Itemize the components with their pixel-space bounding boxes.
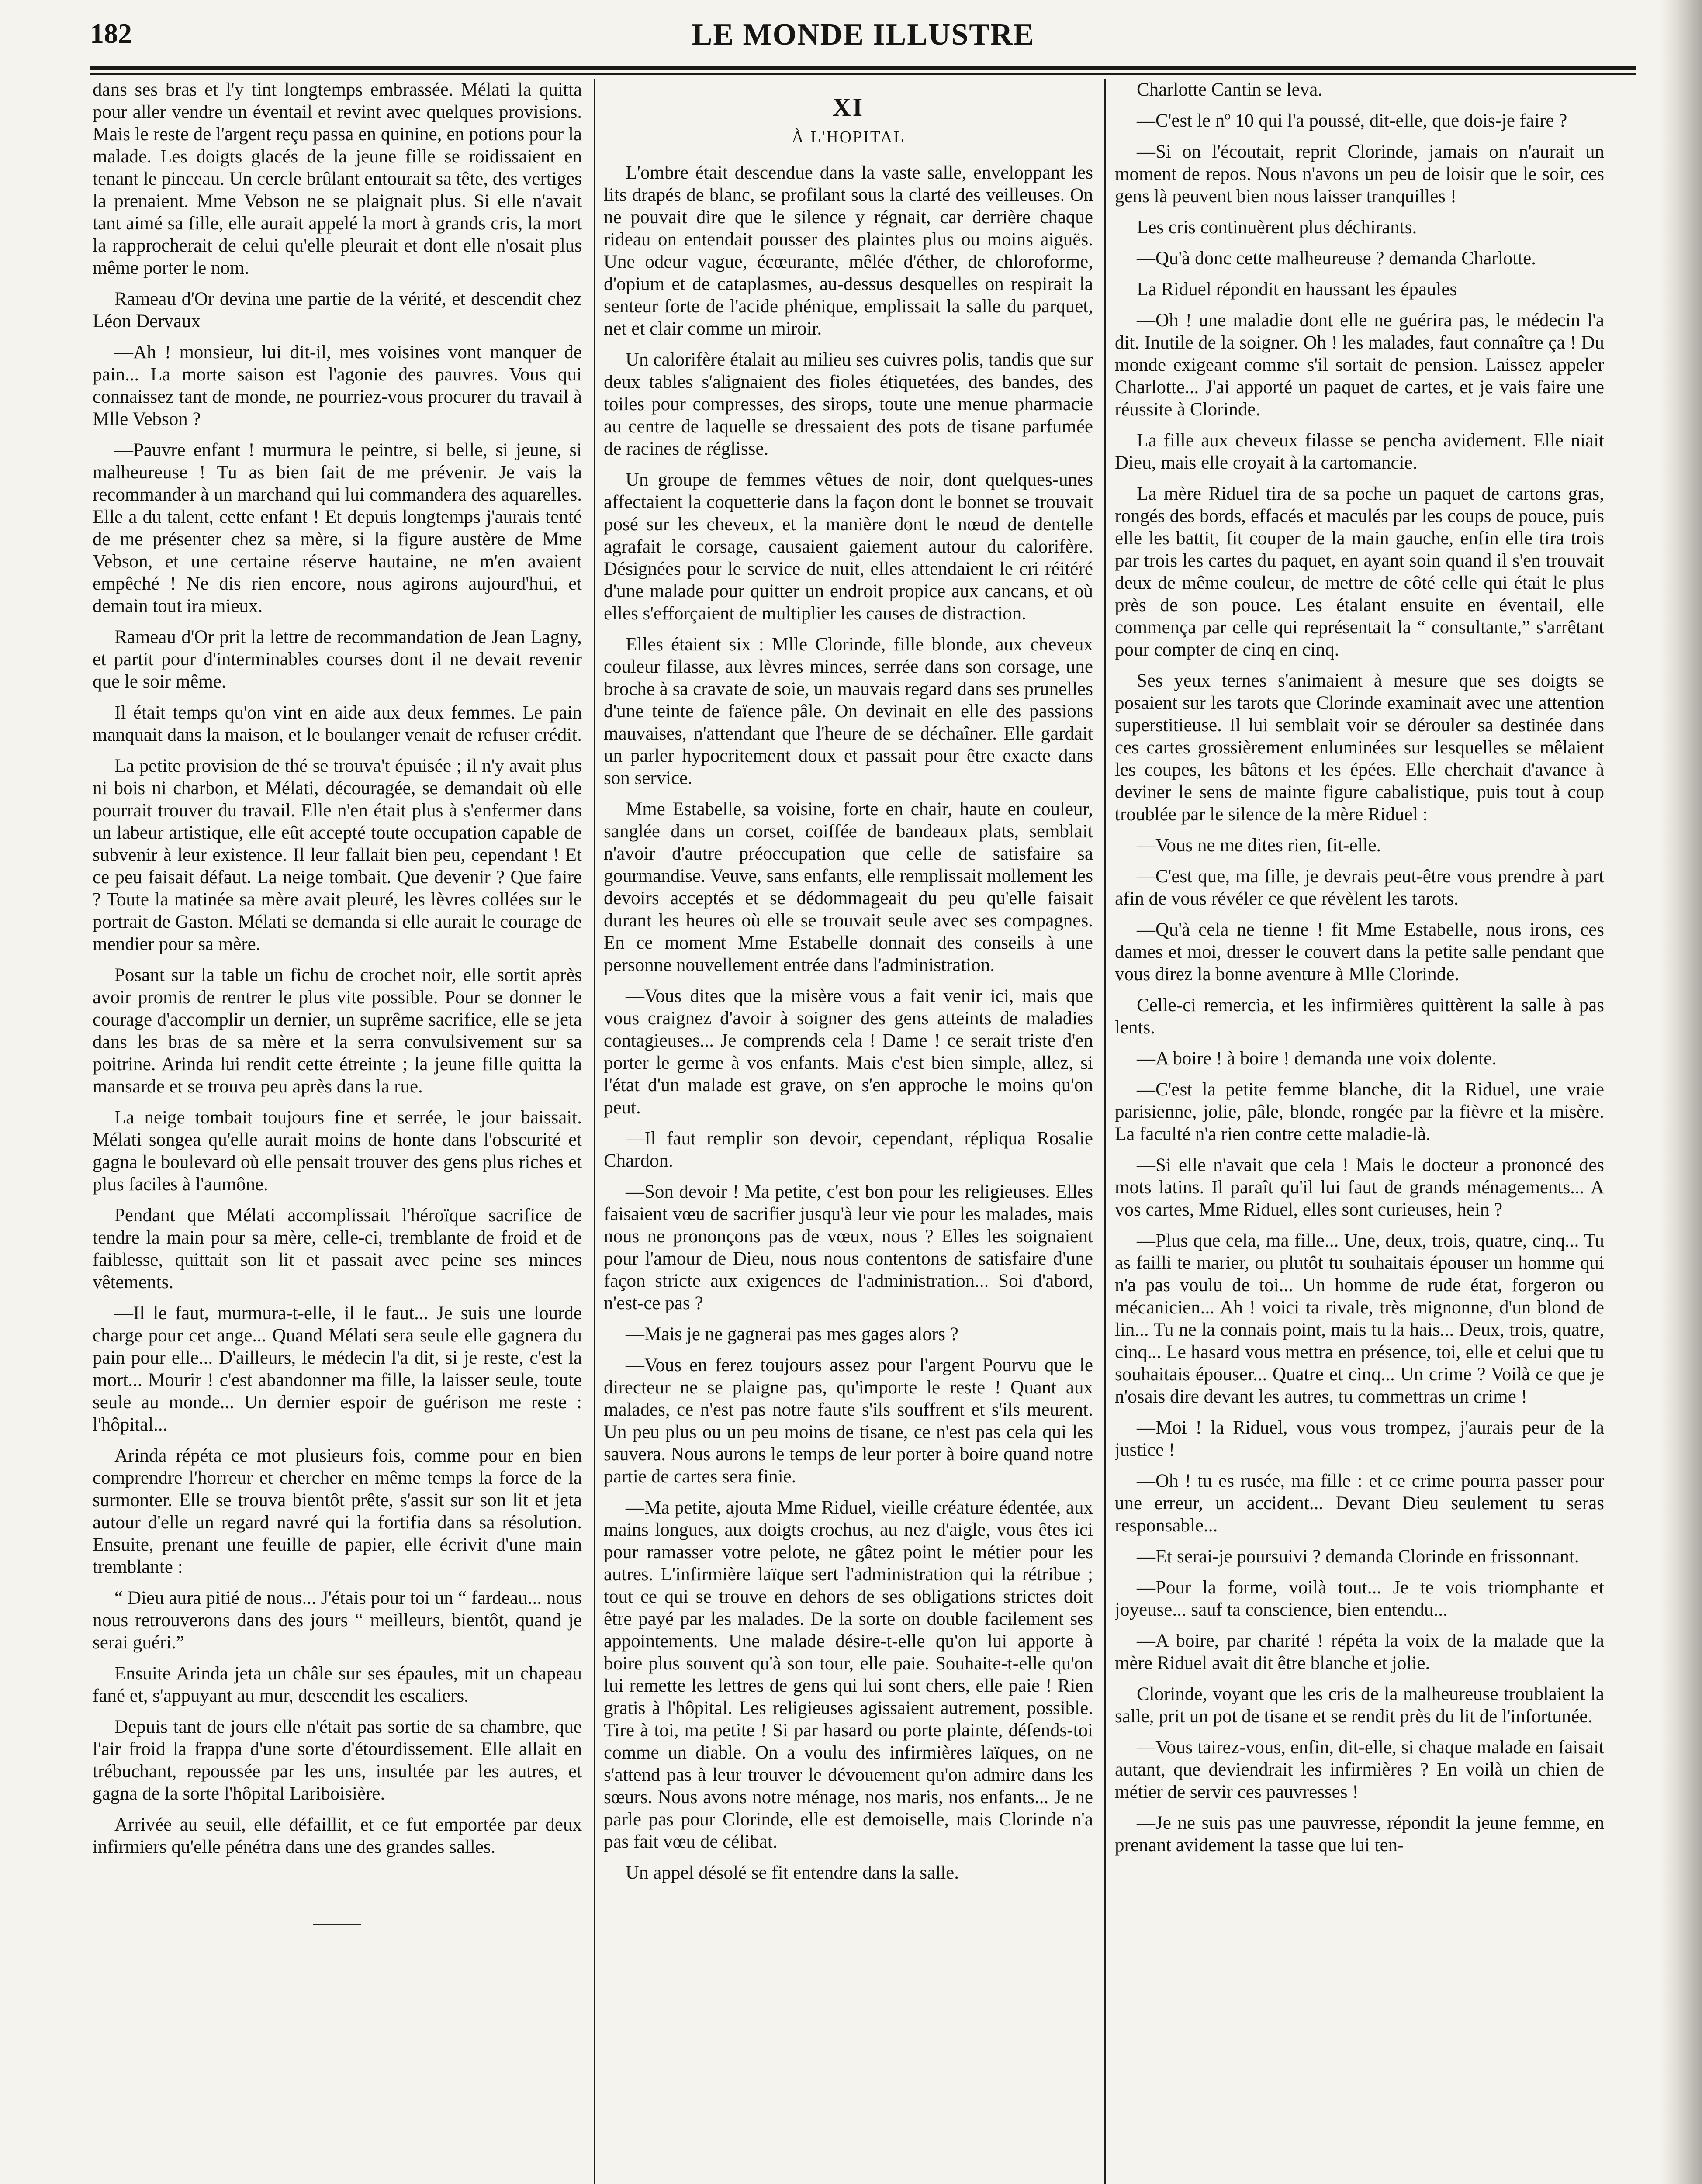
paragraph: Rameau d'Or prit la lettre de recommandation de Jean Lagny, et partit pour d'interminables courses dont il ne devait revenir que le soir même.	[93, 627, 582, 692]
paragraph: —C'est la petite femme blanche, dit la Riduel, une vraie parisienne, jolie, pâle, blonde, rongée par la fièvre et la misère. La faculté n'a rien contre cette maladie-là.	[1115, 1079, 1604, 1144]
paragraph: La mère Riduel tira de sa poche un paquet de cartons gras, rongés des bords, effacés et maculés par les coups de pouce, puis elle les battit, fit couper de la main gauche, enfin elle tira trois par trois les cartes du paquet, en ayant soin quand il s'en trouvait deux de même couleur, de mettre de côté celle qui était le plus près de son pouce. Les étalant ensuite en éventail, elle commença par celle qui représentait la “ consultante,” s'arrêtant pour compter de cinq en cinq.	[1115, 484, 1604, 660]
paragraph: —A boire, par charité ! répéta la voix de la malade que la mère Riduel avait dit être blanche et jolie.	[1115, 1631, 1604, 1673]
paragraph: —Plus que cela, ma fille... Une, deux, trois, quatre, cinq... Tu as failli te marier, ou plutôt tu souhaitais épouser un homme qui n'a pas voulu de toi... Un homme de rude état, forgeron ou mécanicien... Ah ! voici ta rivale, très mignonne, d'un blond de lin... Tu ne la connais point, mais tu la hais... Deux, trois, quatre, cinq... Le hasard vous mettra en présence, toi, elle et celui que tu souhaitais épouser... Quatre et cinq... Un crime ? Voilà ce que je n'osais dire devant les autres, tu commettras un crime !	[1115, 1230, 1604, 1407]
page-number: 182	[90, 18, 132, 49]
paragraph: La petite provision de thé se trouva't épuisée ; il n'y avait plus ni bois ni charbon, et Mélati, découragée, se demandait où elle pourrait trouver du travail. Elle n'en était plus à s'enfermer dans un labeur artistique, elle eût accepté toute occupation capable de subvenir à leur existence. Il leur fallait bien peu, cependant ! Et ce peu faisait défaut. La neige tombait. Que devenir ? Que faire ? Toute la matinée sa mère avait pleuré, les lèvres collées sur le portrait de Gaston. Mélati se demanda si elle aurait le courage de mendier pour sa mère.	[93, 756, 582, 954]
paragraph: —Ma petite, ajouta Mme Riduel, vieille créature édentée, aux mains longues, aux doigts crochus, au nez d'aigle, vous êtes ici pour ramasser votre pelote, ne gâtez point le métier pour les autres. L'infirmière laïque sert l'administration qui la rétribue ; tout ce qui se trouve en dehors de ses obligations strictes doit être payé par les malades. De la sorte on double facilement ses appointements. Une malade désire-t-elle qu'on lui apporte à boire plus souvent qu'à son tour, elle paie. Souhaite-t-elle qu'on lui remette les lettres de gens qui lui sont chers, elle paie ! Rien gratis à l'hôpital. Les religieuses agissaient autrement, possible. Tire à toi, ma petite ! Si par hasard ou porte plainte, défends-toi comme un diable. On a voulu des infirmières laïques, on ne s'attend pas à leur trouver le dévouement qu'on admire dans les sœurs. Nous avons notre ménage, nos maris, nos enfants... Je ne parle pas pour Clorinde, elle est demoiselle, mais Clorinde n'a pas fait vœu de célibat.	[604, 1497, 1093, 1852]
scan-edge-shadow	[1660, 0, 1702, 2184]
paragraph: Arinda répéta ce mot plusieurs fois, comme pour en bien comprendre l'horreur et chercher en même temps la force de la surmonter. Elle se trouva bientôt prête, s'assit sur son lit et jeta autour d'elle un regard navré qui la fortifia dans sa résolution. Ensuite, prenant une feuille de papier, elle écrivit d'une main tremblante :	[93, 1445, 582, 1577]
column-divider	[594, 79, 595, 2184]
paragraph: La Riduel répondit en haussant les épaules	[1137, 279, 1457, 300]
paragraph: —C'est que, ma fille, je devrais peut-être vous prendre à part afin de vous révéler ce que révèlent les tarots.	[1115, 866, 1604, 909]
paragraph: Un appel désolé se fit entendre dans la salle.	[626, 1863, 959, 1883]
column-2	[604, 79, 1093, 2184]
paragraph: —Oh ! tu es rusée, ma fille : et ce crime pourra passer pour une erreur, un accident... Devant Dieu seulement tu seras responsable...	[1115, 1471, 1604, 1536]
paragraph: —Qu'à cela ne tienne ! fit Mme Estabelle, nous irons, ces dames et moi, dresser le couvert dans la petite salle pendant que vous direz la bonne aventure à Mlle Clorinde.	[1115, 919, 1604, 985]
column-1	[93, 79, 582, 2184]
column-divider	[1104, 79, 1106, 2184]
header-rule-thin	[90, 73, 1636, 75]
paragraph: Arrivée au seuil, elle défaillit, et ce fut emportée par deux infirmiers qu'elle pénétra dans une des grandes salles.	[93, 1814, 582, 1857]
chapter-number: XI	[832, 93, 865, 121]
paragraph: Mme Estabelle, sa voisine, forte en chair, haute en couleur, sanglée dans un corset, coiffée de bandeaux plats, semblait n'avoir d'autre préoccupation que celle de satisfaire sa gourmandise. Veuve, sans enfants, elle remplissait mollement les devoirs acceptés et se dédommageait du peu qu'elle faisait durant les heures où elle se trouvait seule avec ses compagnes. En ce moment Mme Estabelle donnait des conseils à une personne nouvellement entrée dans l'administration.	[604, 799, 1093, 975]
paragraph: —Qu'à donc cette malheureuse ? demanda Charlotte.	[1137, 248, 1536, 269]
paragraph: Charlotte Cantin se leva.	[1137, 79, 1323, 100]
chapter-title: À L'HOPITAL	[792, 128, 905, 146]
header-rule	[90, 66, 1636, 70]
paragraph: dans ses bras et l'y tint longtemps embrassée. Mélati la quitta pour aller vendre un éventail et revint avec quelques provisions. Mais le reste de l'argent reçu passa en quinine, en potions pour la malade. Les doigts glacés de la jeune fille se roidissaient en tenant le pinceau. Un cercle brûlant entourait sa tête, des vertiges la prenaient. Mme Vebson ne se plaignait plus. Si elle n'avait tant aimé sa fille, elle aurait appelé la mort à grands cris, la mort la rapprocherait de celui qu'elle pleurait et dont elle n'osait plus même porter le nom.	[93, 79, 582, 278]
paragraph: Posant sur la table un fichu de crochet noir, elle sortit après avoir promis de rentrer le plus vite possible. Pour se donner le courage d'accomplir un dernier, un suprême sacrifice, elle se jeta dans les bras de sa mère et la serra convulsivement sur sa poitrine. Arinda lui rendit cette étreinte ; la jeune fille quitta la mansarde et se trouva peu après dans la rue.	[93, 965, 582, 1097]
paragraph: Rameau d'Or devina une partie de la vérité, et descendit chez Léon Dervaux	[93, 289, 582, 332]
paragraph: La neige tombait toujours fine et serrée, le jour baissait. Mélati songea qu'elle aurait moins de honte dans l'obscurité et gagna le boulevard où elle pensait trouver des gens plus riches et plus faciles à l'aumône.	[93, 1107, 582, 1195]
paragraph: Clorinde, voyant que les cris de la malheureuse troublaient la salle, prit un pot de tisane et se rendit près du lit de l'infortunée.	[1115, 1684, 1604, 1727]
paragraph: Un calorifère étalait au milieu ses cuivres polis, tandis que sur deux tables s'alignaient des fioles étiquetées, des bandes, des toiles pour compresses, des sirops, toute une menue pharmacie au centre de laquelle se dressaient des pots de tisane parfumée de racines de réglisse.	[604, 349, 1093, 459]
paragraph: Il était temps qu'on vint en aide aux deux femmes. Le pain manquait dans la maison, et le boulanger venait de refuser crédit.	[93, 702, 582, 745]
paragraph: —Et serai-je poursuivi ? demanda Clorinde en frissonnant.	[1137, 1546, 1579, 1567]
paragraph: —Si elle n'avait que cela ! Mais le docteur a prononcé des mots latins. Il paraît qu'il lui faut de grands ménagements... A vos cartes, Mme Riduel, elles sont curieuses, hein ?	[1115, 1155, 1604, 1220]
paragraph: —C'est le nº 10 qui l'a poussé, dit-elle, que dois-je faire ?	[1137, 111, 1567, 131]
paragraph: —Vous tairez-vous, enfin, dit-elle, si chaque malade en faisait autant, que deviendrait les infirmières ? En voilà un chien de métier de servir ces pauvresses !	[1115, 1737, 1604, 1802]
paragraph: —Vous en ferez toujours assez pour l'argent Pourvu que le directeur ne se plaigne pas, qu'importe le reste ! Quant aux malades, ce n'est pas notre faute s'ils souffrent et s'ils meurent. Un peu plus ou un peu moins de tisane, ce n'est pas cela qui les sauvera. Nous aurons le temps de leur porter à boire quand notre partie de cartes sera finie.	[604, 1355, 1093, 1487]
paragraph: Elles étaient six : Mlle Clorinde, fille blonde, aux cheveux couleur filasse, aux lèvres minces, serrée dans son corsage, une broche à sa cravate de soie, un mauvais regard dans ses prunelles d'une teinte de faïence pâle. On devinait en elle des passions mauvaises, n'attendant que l'heure de se déchaîner. Elle gardait un parler hypocritement doux et passait pour être exacte dans son service.	[604, 634, 1093, 788]
paragraph: —A boire ! à boire ! demanda une voix dolente.	[1137, 1048, 1497, 1069]
paragraph: La fille aux cheveux filasse se pencha avidement. Elle niait Dieu, mais elle croyait à la cartomancie.	[1115, 430, 1604, 473]
paragraph: Depuis tant de jours elle n'était pas sortie de sa chambre, que l'air froid la frappa d'une sorte d'étourdissement. Elle allait en trébuchant, repoussée par les uns, insultée par les autres, et gagna de la sorte l'hôpital Lariboisière.	[93, 1717, 582, 1804]
paragraph: Celle-ci remercia, et les infirmières quittèrent la salle à pas lents.	[1115, 995, 1604, 1038]
section-end-rule	[313, 1924, 361, 1925]
paragraph: —Il le faut, murmura-t-elle, il le faut... Je suis une lourde charge pour cet ange... Quand Mélati sera seule elle gagnera du pain pour elle... D'ailleurs, le médecin l'a dit, si je reste, c'est la mort... Mourir ! c'est abandonner ma fille, la laisser seule, toute seule au monde... Un dernier espoir de guérison me reste : l'hôpital...	[93, 1303, 582, 1435]
running-title: LE MONDE ILLUSTRE	[692, 18, 1035, 52]
paragraph: Ses yeux ternes s'animaient à mesure que ses doigts se posaient sur les tarots que Clorinde examinait avec une attention superstitieuse. Il lui semblait voir se dérouler sa destinée dans ces cartes grossièrement enluminées sur lesquelles se mêlaient les coupes, les bâtons et les épées. Elle cherchait d'avance à deviner le sens de mainte figure cabalistique, puis tout à coup troublée par le silence de la mère Riduel :	[1115, 670, 1604, 825]
paragraph: Ensuite Arinda jeta un châle sur ses épaules, mit un chapeau fané et, s'appuyant au mur, descendit les escaliers.	[93, 1663, 582, 1706]
paragraph: Un groupe de femmes vêtues de noir, dont quelques-unes affectaient la coquetterie dans la façon dont le bonnet se trouvait posé sur les cheveux, et la manière dont le nœud de dentelle agrafait le corsage, causaient gaiement autour du calorifère. Désignées pour le service de nuit, elles attendaient le cri réitéré d'une malade pour quitter un endroit propice aux cancans, et où elles s'efforçaient de multiplier les causes de distraction.	[604, 470, 1093, 624]
paragraph: —Il faut remplir son devoir, cependant, répliqua Rosalie Chardon.	[604, 1128, 1093, 1171]
paragraph: —Vous dites que la misère vous a fait venir ici, mais que vous craignez d'avoir à soigner des gens atteints de maladies contagieuses... Je comprends cela ! Dame ! ce serait triste d'en porter le germe à vos enfants. Mais c'est bien simple, allez, si l'état d'un malade est grave, on s'en approche le moins qu'on peut.	[604, 986, 1093, 1118]
page-header	[90, 9, 1636, 61]
paragraph: —Moi ! la Riduel, vous vous trompez, j'aurais peur de la justice !	[1115, 1417, 1604, 1460]
paragraph: —Pour la forme, voilà tout... Je te vois triomphante et joyeuse... sauf ta conscience, bien entendu...	[1115, 1577, 1604, 1620]
paragraph: —Je ne suis pas une pauvresse, répondit la jeune femme, en prenant avidement la tasse que lui ten-	[1115, 1813, 1604, 1856]
paragraph: —Pauvre enfant ! murmura le peintre, si belle, si jeune, si malheureuse ! Tu as bien fait de me prévenir. Je vais la recommander à un marchand qui lui commandera des aquarelles. Elle a du talent, cette enfant ! Et depuis longtemps j'aurais tenté de me présenter chez sa mère, si la figure austère de Mme Vebson, et une certaine réserve hautaine, ne m'en avaient empêché ! Ne dis rien encore, nous agirons aujourd'hui, et demain tout ira mieux.	[93, 440, 582, 616]
paragraph: Les cris continuèrent plus déchirants.	[1137, 217, 1417, 238]
paragraph: —Oh ! une maladie dont elle ne guérira pas, le médecin l'a dit. Inutile de la soigner. Oh ! les malades, faut connaître ça ! Du monde exigeant comme s'il sortait de pension. Laissez appeler Charlotte... J'ai apporté un paquet de cartes, et je vais faire une réussite à Clorinde.	[1115, 310, 1604, 420]
paragraph: —Si on l'écoutait, reprit Clorinde, jamais on n'aurait un moment de repos. Nous n'avons un peu de loisir que le soir, ces gens là peuvent bien nous laisser tranquilles !	[1115, 142, 1604, 207]
paragraph: —Son devoir ! Ma petite, c'est bon pour les religieuses. Elles faisaient vœu de sacrifier jusqu'à leur vie pour les malades, mais nous ne prononçons pas de vœux, nous ? Elles les soignaient pour l'amour de Dieu, nous nous contentons de satisfaire d'une façon stricte aux exigences de l'administration... Soi d'abord, n'est-ce pas ?	[604, 1182, 1093, 1313]
paragraph: Pendant que Mélati accomplissait l'héroïque sacrifice de tendre la main pour sa mère, celle-ci, tremblante de froid et de faiblesse, quittait son lit et passait avec peine ses minces vêtements.	[93, 1205, 582, 1292]
paragraph: —Vous ne me dites rien, fit-elle.	[1137, 835, 1381, 856]
paragraph: —Mais je ne gagnerai pas mes gages alors ?	[626, 1324, 958, 1344]
column-3	[1115, 79, 1604, 2184]
paragraph: L'ombre était descendue dans la vaste salle, enveloppant les lits drapés de blanc, se profilant sous la clarté des veilleuses. On ne pouvait dire que le silence y régnait, car derrière chaque rideau on entendait pousser des plaintes plus ou moins aiguës. Une odeur vague, écœurante, mêlée d'éther, de chloroforme, d'opium et de cataplasmes, au-dessus desquelles on respirait la senteur forte de l'acide phénique, emplissait la salle du parquet, net et clair comme un miroir.	[604, 162, 1093, 339]
paragraph: —Ah ! monsieur, lui dit-il, mes voisines vont manquer de pain... La morte saison est l'agonie des pauvres. Vous qui connaissez tant de monde, ne pourriez-vous procurer du travail à Mlle Vebson ?	[93, 342, 582, 429]
letter-quote: “ Dieu aura pitié de nous... J'étais pour toi un “ fardeau... nous nous retrouverons dans des jours “ meilleurs, bientôt, quand je serai guéri.”	[93, 1588, 582, 1653]
